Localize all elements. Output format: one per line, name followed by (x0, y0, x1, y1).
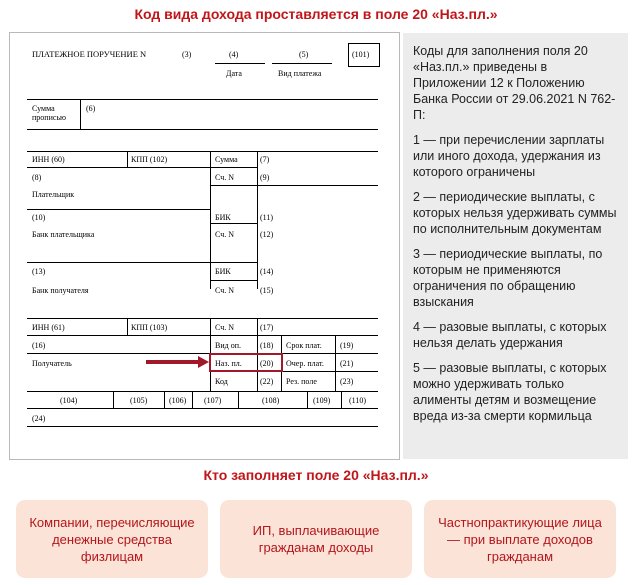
section-title: Кто заполняет поле 20 «Наз.пл.» (203, 467, 429, 483)
naz-pl-label: Наз. пл. (215, 359, 242, 368)
vid-op-label: Вид оп. (215, 341, 241, 350)
field-22: (22) (260, 377, 274, 386)
ocher-label: Очер. плат. (286, 359, 324, 368)
payer-label: Плательщик (32, 190, 75, 199)
amount-words-label-1: Сумма (32, 104, 55, 113)
field-3: (3) (182, 50, 192, 59)
field-11: (11) (260, 213, 274, 222)
acc-no-label-3: Сч. N (215, 286, 235, 295)
acc-no-label-1: Сч. N (215, 173, 235, 182)
field-108: (108) (262, 396, 280, 405)
field-8: (8) (32, 173, 42, 182)
rez-label: Рез. поле (286, 377, 317, 386)
form-header: ПЛАТЕЖНОЕ ПОРУЧЕНИЕ N (32, 49, 147, 59)
info-item: 1 — при перечислении зарплаты или иного дохода, удержания из которого ограничены (413, 133, 605, 179)
kod-label: Код (215, 377, 228, 386)
acc-no-label-4: Сч. N (215, 323, 235, 332)
card-private-practitioners: Частнопрактикующие лица — при выплате доходов гражданам (424, 500, 616, 578)
card-companies: Компании, перечисляющие денежные средства физлицам (16, 500, 208, 578)
field-15: (15) (260, 286, 274, 295)
field-104: (104) (60, 396, 78, 405)
recipient-bank-label: Банк получателя (32, 286, 89, 295)
recipient-label: Получатель (32, 359, 72, 368)
field-24: (24) (32, 414, 46, 423)
field-19: (19) (340, 341, 354, 350)
payment-type-label: Вид платежа (278, 69, 322, 78)
kpp-102: КПП (102) (131, 155, 168, 164)
inn-60: ИНН (60) (32, 155, 65, 164)
payer-bank-label: Банк плательщика (32, 230, 95, 239)
info-item: 2 — периодические выплаты, с которых нельзя удерживать суммы по исполнительным документам (413, 190, 617, 236)
info-intro: Коды для заполнения поля 20 «Наз.пл.» приведены в Приложении 12 к Положению Банка России от 29.06.2021 N 762-П: (413, 44, 616, 122)
field-5: (5) (299, 50, 309, 59)
info-item: 5 — разовые выплаты, с которых можно удерживать только алименты детям и возмещение вреда из-за смерти кормильца (413, 361, 607, 423)
field-17: (17) (260, 323, 274, 332)
card-entrepreneurs: ИП, выплачивающие гражданам доходы (220, 500, 412, 578)
field-110: (110) (349, 396, 367, 405)
kpp-103: КПП (103) (131, 323, 168, 332)
field-21: (21) (340, 359, 354, 368)
field-109: (109) (313, 396, 331, 405)
date-label: Дата (226, 69, 242, 78)
field-18: (18) (260, 341, 274, 350)
inn-61: ИНН (61) (32, 323, 65, 332)
page-title: Код вида дохода проставляется в поле 20 «Наз.пл.» (134, 6, 498, 22)
field-6: (6) (86, 104, 96, 113)
sum-label: Сумма (215, 155, 238, 164)
bik-label-1: БИК (215, 213, 231, 222)
acc-no-label-2: Сч. N (215, 230, 235, 239)
info-item: 4 — разовые выплаты, с которых нельзя делать удержания (413, 320, 607, 350)
field-20: (20) (260, 359, 274, 368)
field-23: (23) (340, 377, 354, 386)
amount-words-label-2: прописью (32, 113, 67, 122)
info-item: 3 — периодические выплаты, по которым не применяются ограничения по обращению взыскания (413, 247, 603, 309)
field-10: (10) (32, 213, 46, 222)
arrow-icon (10, 33, 399, 459)
field-12: (12) (260, 230, 274, 239)
payment-order-form (9, 32, 400, 460)
field-107: (107) (204, 396, 222, 405)
info-panel (403, 33, 628, 459)
field-106: (106) (169, 396, 187, 405)
field-14: (14) (260, 267, 274, 276)
field-16: (16) (32, 341, 46, 350)
bik-label-2: БИК (215, 267, 231, 276)
field-105: (105) (130, 396, 148, 405)
field-7: (7) (260, 155, 270, 164)
field-101: (101) (352, 50, 370, 59)
srok-label: Срок плат. (286, 341, 322, 350)
field-13: (13) (32, 267, 46, 276)
field-4: (4) (229, 50, 239, 59)
field-9: (9) (260, 173, 270, 182)
